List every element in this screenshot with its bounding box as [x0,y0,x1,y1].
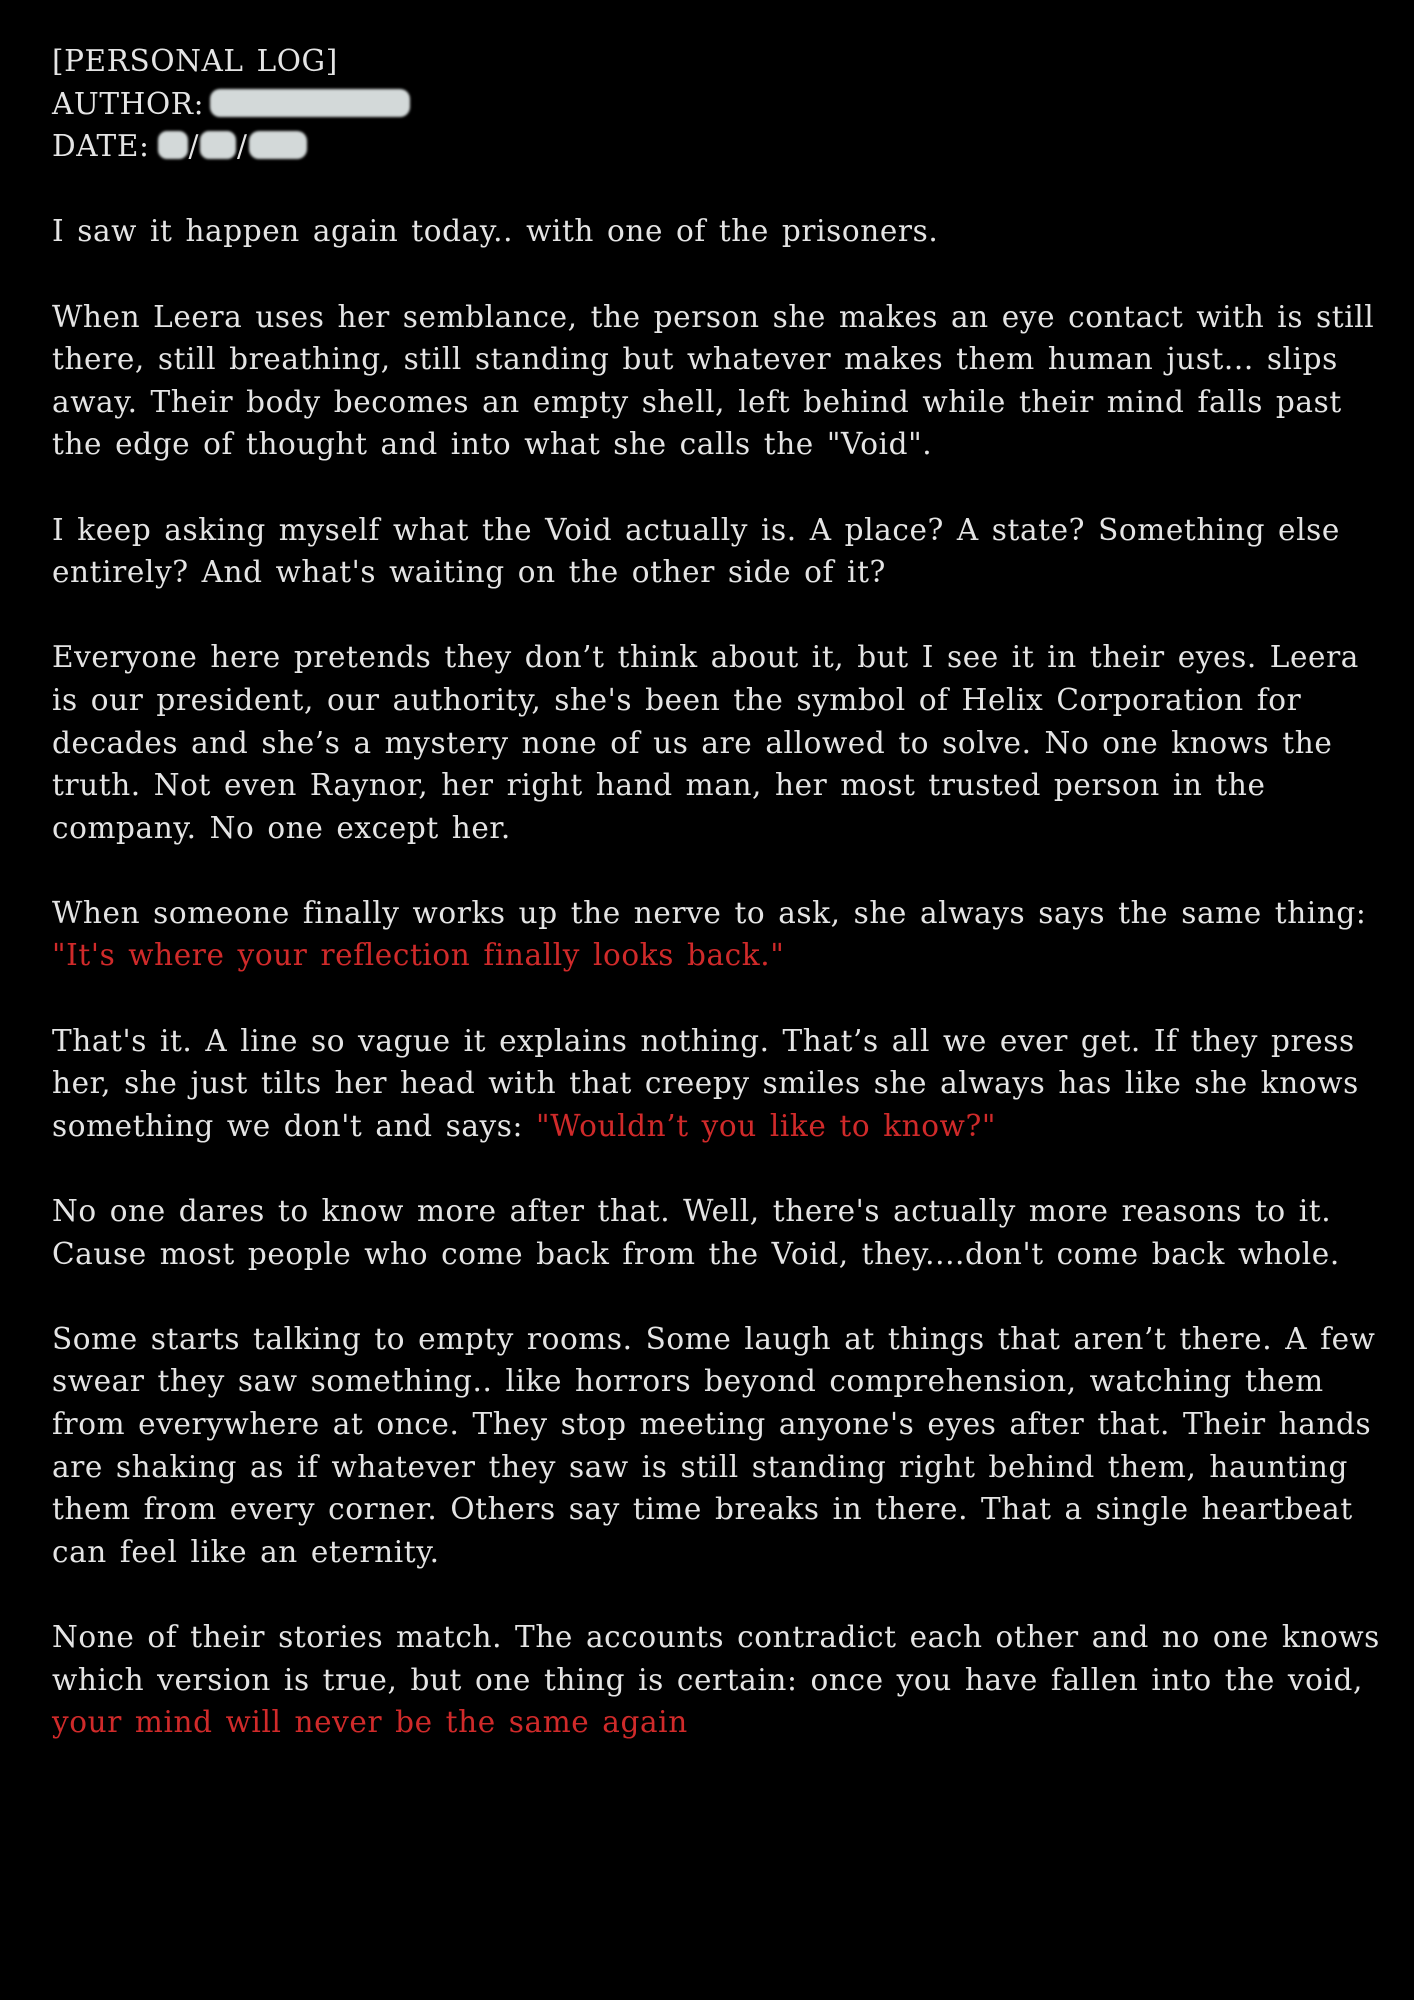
red-quote: "It's where your reflection finally looks back." [52,938,785,973]
paragraph-text: I keep asking myself what the Void actually is. A place? A state? Something else entirely? And what's waiting on the other side of it? [52,512,1340,590]
paragraph-text: I saw it happen again today.. with one of the prisoners. [52,214,939,249]
log-paragraph [52,636,1382,849]
author-label: AUTHOR: [52,86,205,121]
paragraph-text: None of their stories match. The accounts contradict each other and no one knows which version is true, but one thing is certain: once you have fallen into the void, [52,1619,1380,1697]
author-redaction [210,89,410,117]
author-line [52,83,1382,126]
log-paragraph [52,1020,1382,1148]
date-month-redaction [200,131,236,159]
log-paragraph [52,1190,1382,1275]
log-title: [PERSONAL LOG] [52,44,338,78]
personal-log-document [52,40,1382,1786]
log-paragraph [52,892,1382,977]
log-paragraph [52,296,1382,466]
paragraph-text: No one dares to know more after that. Well, there's actually more reasons to it. Cause most people who come back from the Void, they....don't come back whole. [52,1194,1340,1271]
paragraph-text: That's it. A line so vague it explains nothing. That’s all we ever get. If they press her, she just tilts her head with that creepy smiles she always has like she knows something we don't and says: [52,1023,1359,1143]
date-line [52,125,1382,168]
paragraph-text: Some starts talking to empty rooms. Some laugh at things that aren’t there. A few swear they saw something.. like horrors beyond comprehension, watching them from everywhere at once. They stop meeting anyone's eyes after that. Their hands are shaking as if whatever they saw is still standing right behind them, haunting them from every corner. Others say time breaks in there. That a single heartbeat can feel like an eternity. [52,1321,1376,1569]
log-paragraph [52,210,1382,253]
date-separator: / [237,129,248,164]
paragraph-text: Everyone here pretends they don’t think about it, but I see it in their eyes. Leera is our president, our authority, she's been the symbol of Helix Corporation for decades and she’s a mystery none of us are allowed to solve. No one knows the truth. Not even Raynor, her right hand man, her most trusted person in the company. No one except her. [52,640,1359,845]
date-year-redaction [249,131,307,159]
log-paragraph [52,509,1382,594]
log-paragraph [52,1616,1382,1744]
paragraph-text: When someone finally works up the nerve to ask, she always says the same thing: [52,895,1367,930]
date-separator: / [188,129,200,164]
log-paragraph [52,1318,1382,1574]
red-closing-phrase: your mind will never be the same again [52,1705,688,1740]
date-day-redaction [158,131,188,159]
date-label: DATE: [52,129,150,164]
paragraph-text: When Leera uses her semblance, the person she makes an eye contact with is still there, still breathing, still standing but whatever makes them human just... slips away. Their body becomes an empty shell, left behind while their mind falls past the edge of thought and into what she calls the "Void". [52,299,1375,462]
red-quote: "Wouldn’t you like to know?" [536,1108,997,1143]
